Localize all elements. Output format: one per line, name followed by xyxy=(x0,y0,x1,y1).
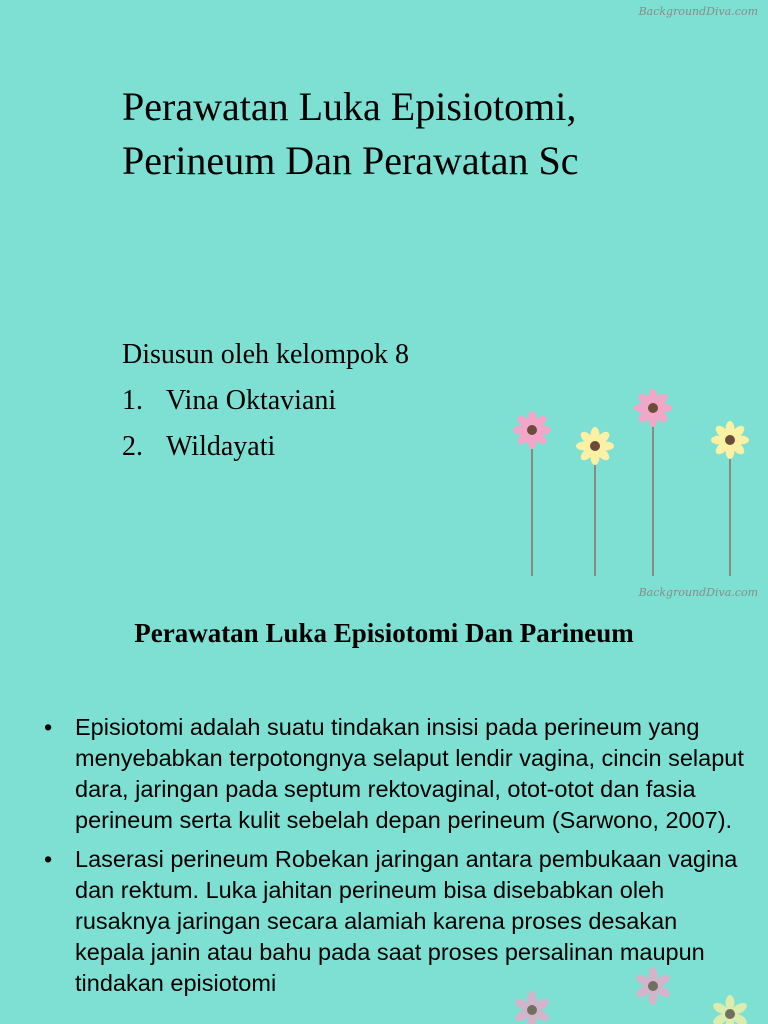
bullet-item xyxy=(44,712,744,836)
pink-flower-icon xyxy=(634,389,672,576)
watermark: BackgroundDiva.com xyxy=(638,586,758,599)
bullet-icon: • xyxy=(44,846,53,872)
bullet-list xyxy=(44,712,744,1007)
bullet-text: Episiotomi adalah suatu tindakan insisi pada perineum yang menyebabkan terpotongnya selaput lendir vagina, cincin selaput dara, jaringan pada septum rektovaginal, otot-otot dan fasia perineum serta kulit sebelah depan perineum (Sarwono, 2007). xyxy=(75,714,744,833)
yellow-flower-icon xyxy=(711,421,749,576)
member-number: 2. xyxy=(122,431,143,462)
member-number: 1. xyxy=(122,385,143,416)
title-line-2: Perineum Dan Perawatan Sc xyxy=(122,138,579,183)
bullet-text: Laserasi perineum Robekan jaringan antara pembukaan vagina dan rektum. Luka jahitan perineum bisa disebabkan oleh rusaknya jaringan secara alamiah karena proses desakan kepala janin atau bahu pada saat proses persalinan maupun tindakan episiotomi xyxy=(75,846,738,996)
yellow-flower-icon xyxy=(576,427,614,576)
watermark: BackgroundDiva.com xyxy=(638,5,758,18)
content-slide xyxy=(0,576,768,1024)
bullet-icon: • xyxy=(44,714,53,740)
author-heading: Disusun oleh kelompok 8 xyxy=(122,339,409,370)
slide-heading: Perawatan Luka Episiotomi Dan Parineum xyxy=(134,618,634,648)
bullet-item xyxy=(44,844,744,999)
title-line-1: Perawatan Luka Episiotomi, xyxy=(122,84,577,129)
pink-flower-icon xyxy=(513,411,551,576)
member-name: Vina Oktaviani xyxy=(166,385,337,416)
member-name: Wildayati xyxy=(166,431,276,462)
